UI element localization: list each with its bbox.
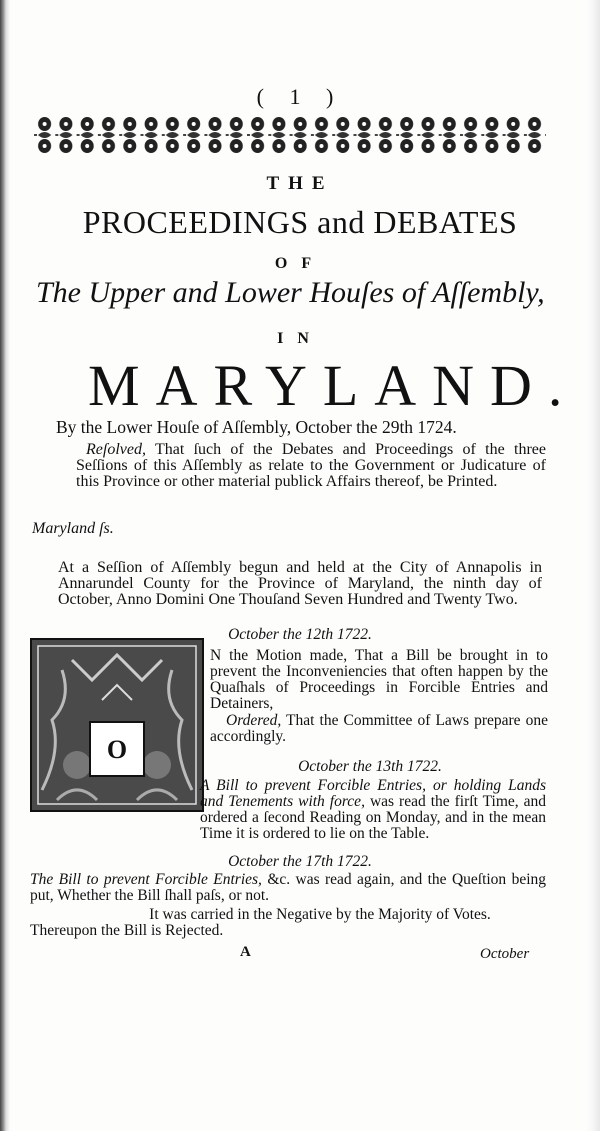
ordered-paragraph bbox=[210, 713, 548, 745]
session-paragraph: At a Seſſion of Aſſembly begun and held at the City of Annapolis in Annarundel County for the Province of Maryland, the ninth day of October, Anno Domini One Thouſand Seven Hundred and Twenty Two. bbox=[58, 559, 542, 608]
title-in: IN bbox=[277, 330, 323, 347]
entry-date-2: October the 13th 1722. bbox=[298, 758, 442, 775]
ordered-text: That the Committee of Laws prepare one accordingly. bbox=[210, 712, 548, 745]
title-maryland: MARYLAND. bbox=[88, 353, 579, 418]
title-the: THE bbox=[266, 173, 334, 194]
title-proceedings-and-debates: PROCEEDINGS and DEBATES bbox=[82, 204, 518, 240]
first-bill-title: A Bill to prevent Forcible Entries, or holding Lands and Tenements with force, bbox=[200, 777, 546, 810]
second-bill-title: The Bill to prevent Forcible Entries, bbox=[30, 871, 262, 888]
resolution-text: That ſuch of the Debates and Proceedings of the three Seſſions of this Aſſembly as relate to the Government or Judicature of this Province or other material publick Affairs thereof, be Printed. bbox=[76, 441, 546, 490]
page-right-edge bbox=[586, 0, 600, 1131]
title-houses-of-assembly: The Upper and Lower Houſes of Aſſembly, bbox=[36, 276, 545, 309]
first-bill-text: was read the firſt Time, and ordered a ſecond Reading on Monday, and in the mean Time it is ordered to lie on the Table. bbox=[200, 793, 547, 842]
title-of: OF bbox=[274, 255, 326, 272]
motion-paragraph: N the Motion made, That a Bill be brought in to prevent the Inconveniencies that often happen by the Quaſhals of Proceedings in Forcible Entries and Detainers, bbox=[210, 647, 548, 712]
second-bill-paragraph bbox=[30, 872, 546, 904]
entry-date-1: October the 12th 1722. bbox=[228, 626, 372, 643]
signature-mark: A bbox=[240, 944, 251, 960]
second-bill-text: &c. was read again, and the Queſtion being put, Whether the Bill ſhall paſs, or not. bbox=[30, 871, 547, 904]
ordered-word: Ordered, bbox=[226, 712, 282, 729]
vote-result: It was carried in the Negative by the Majority of Votes. bbox=[149, 906, 491, 923]
county-heading: Maryland ſs. bbox=[32, 520, 114, 537]
page-left-shadow bbox=[0, 0, 10, 1131]
resolution-paragraph bbox=[76, 442, 546, 490]
initial-letter-o: O bbox=[106, 735, 128, 764]
decorative-ornament-band bbox=[34, 113, 546, 157]
catchword: October bbox=[480, 946, 530, 962]
byline: By the Lower Houſe of Aſſembly, October the 29th 1724. bbox=[56, 417, 457, 437]
bill-rejected: Thereupon the Bill is Rejected. bbox=[30, 922, 224, 939]
first-bill-paragraph bbox=[30, 778, 546, 842]
page-number: ( 1 ) bbox=[256, 84, 344, 109]
entry-date-3: October the 17th 1722. bbox=[228, 853, 372, 870]
resolved-word: Reſolved, bbox=[86, 441, 146, 458]
